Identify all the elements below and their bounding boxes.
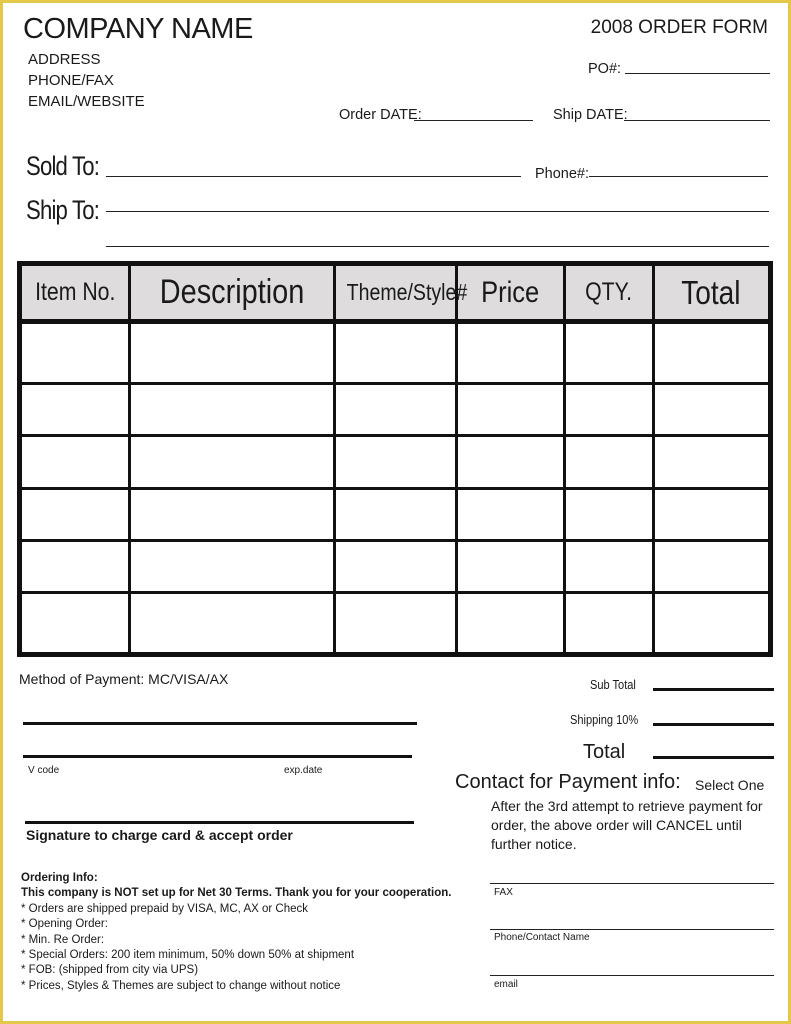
po-field[interactable] (625, 73, 770, 74)
subtotal-field[interactable] (653, 688, 774, 691)
ship-to-label: Ship To: (26, 195, 100, 225)
cell-theme-style[interactable] (335, 322, 456, 384)
ship-to-field-line-1[interactable] (106, 211, 769, 212)
cell-total[interactable] (653, 436, 771, 488)
table-header-row (20, 264, 771, 322)
cancel-notice: After the 3rd attempt to retrieve payment for order, the above order will CANCEL until further notice. (491, 798, 763, 852)
exp-date-label: exp.date (284, 765, 323, 776)
cell-price[interactable] (456, 384, 564, 436)
cell-theme-style[interactable] (335, 384, 456, 436)
total-field[interactable] (653, 756, 774, 759)
total-label: Total (583, 741, 626, 763)
ship-to-field-line-2[interactable] (106, 246, 769, 247)
net-terms-notice: This company is NOT set up for Net 30 Terms. Thank you for your cooperation. (21, 887, 452, 900)
cell-total[interactable] (653, 540, 771, 592)
shipping-label: Shipping 10% (570, 712, 639, 727)
fax-field[interactable] (490, 883, 774, 884)
company-name: COMPANY NAME (23, 13, 253, 45)
cell-description[interactable] (130, 384, 335, 436)
v-code-label: V code (28, 765, 60, 776)
table-row (20, 540, 771, 592)
cell-theme-style[interactable] (335, 488, 456, 540)
signature-field[interactable] (25, 821, 414, 824)
cell-price[interactable] (456, 592, 564, 654)
fax-label: FAX (494, 887, 513, 898)
order-date-label: Order DATE: (339, 107, 422, 123)
cell-theme-style[interactable] (335, 592, 456, 654)
cell-theme-style[interactable] (335, 436, 456, 488)
column-header-item-no: Item No. (20, 264, 130, 322)
table-row (20, 436, 771, 488)
list-item: * Orders are shipped prepaid by VISA, MC, AX or Check (21, 902, 308, 915)
cell-total[interactable] (653, 488, 771, 540)
column-header-theme-style: Theme/Style# (335, 264, 456, 322)
cell-total[interactable] (653, 322, 771, 384)
shipping-field[interactable] (653, 723, 774, 726)
phone-label: Phone#: (535, 166, 590, 182)
cell-item-no[interactable] (20, 488, 130, 540)
form-title: 2008 ORDER FORM (590, 17, 768, 38)
cell-description[interactable] (130, 436, 335, 488)
cell-description[interactable] (130, 592, 335, 654)
cell-qty[interactable] (565, 322, 653, 384)
list-item: * Opening Order: (21, 918, 108, 931)
list-item: * Min. Re Order: (21, 933, 105, 946)
phone-contact-label: Phone/Contact Name (494, 932, 590, 943)
cell-price[interactable] (456, 488, 564, 540)
company-email-website: EMAIL/WEBSITE (28, 93, 145, 110)
company-address: ADDRESS (28, 51, 101, 68)
cell-total[interactable] (653, 592, 771, 654)
contact-heading: Contact for Payment info: (455, 771, 681, 793)
items-table (17, 261, 773, 657)
table-row (20, 384, 771, 436)
sold-to-field[interactable] (106, 176, 521, 177)
list-item: * FOB: (shipped from city via UPS) (21, 964, 199, 977)
cell-qty[interactable] (565, 592, 653, 654)
ship-date-field[interactable] (624, 120, 770, 121)
cell-price[interactable] (456, 436, 564, 488)
table-row (20, 322, 771, 384)
cell-description[interactable] (130, 540, 335, 592)
order-date-field[interactable] (414, 120, 533, 121)
column-header-price: Price (456, 264, 564, 322)
ordering-info-heading: Ordering Info: (21, 872, 98, 884)
card-number-field[interactable] (23, 722, 417, 725)
cell-price[interactable] (456, 540, 564, 592)
cell-item-no[interactable] (20, 436, 130, 488)
po-label: PO#: (588, 61, 622, 77)
cell-theme-style[interactable] (335, 540, 456, 592)
method-of-payment-label: Method of Payment: MC/VISA/AX (19, 671, 229, 687)
ordering-info (21, 871, 451, 994)
cell-qty[interactable] (565, 488, 653, 540)
cell-qty[interactable] (565, 436, 653, 488)
subtotal-label: Sub Total (590, 677, 636, 692)
column-header-description: Description (130, 264, 335, 322)
cell-item-no[interactable] (20, 322, 130, 384)
cell-description[interactable] (130, 488, 335, 540)
cell-item-no[interactable] (20, 384, 130, 436)
cell-item-no[interactable] (20, 540, 130, 592)
phone-contact-field[interactable] (490, 929, 774, 930)
column-header-total: Total (653, 264, 771, 322)
table-row (20, 488, 771, 540)
cell-price[interactable] (456, 322, 564, 384)
list-item: * Prices, Styles & Themes are subject to change without notice (21, 979, 341, 992)
v-code-exp-field[interactable] (23, 755, 412, 758)
email-field[interactable] (490, 975, 774, 976)
select-one-label: Select One (695, 777, 765, 793)
email-label: email (494, 979, 518, 990)
phone-field[interactable] (589, 176, 768, 177)
cell-item-no[interactable] (20, 592, 130, 654)
cell-qty[interactable] (565, 540, 653, 592)
list-item: * Special Orders: 200 item minimum, 50% down 50% at shipment (21, 949, 355, 962)
table-row (20, 592, 771, 654)
ship-date-label: Ship DATE: (553, 107, 628, 123)
sold-to-label: Sold To: (26, 151, 100, 181)
signature-label: Signature to charge card & accept order (26, 827, 293, 843)
cell-total[interactable] (653, 384, 771, 436)
company-phone-fax: PHONE/FAX (28, 72, 114, 89)
cell-qty[interactable] (565, 384, 653, 436)
cell-description[interactable] (130, 322, 335, 384)
column-header-qty: QTY. (565, 264, 653, 322)
